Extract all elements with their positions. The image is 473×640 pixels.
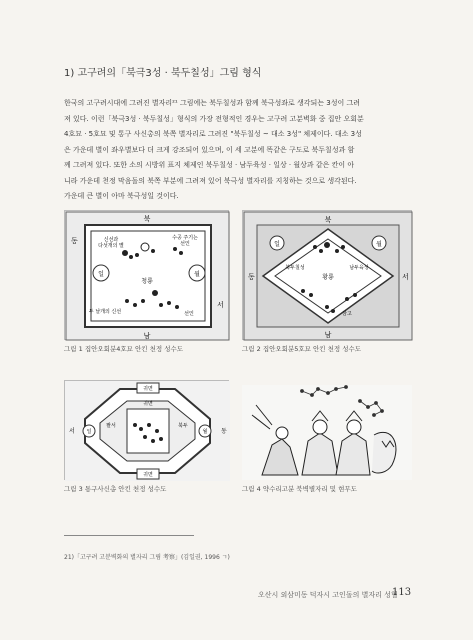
- section-title: 1) 고구려의「북극3성 · 북두칠성」그림 형식: [64, 68, 262, 79]
- bottom-label: 귀면: [143, 472, 153, 478]
- fig1-name: 선인: [180, 241, 190, 247]
- fig1-name: 두 날개의 신선: [88, 309, 122, 315]
- compass-south: 남: [143, 332, 151, 340]
- compass-north: 북: [324, 216, 332, 224]
- figure-3-diagram: [65, 381, 230, 481]
- compass-west: 서: [69, 428, 75, 435]
- compass-east: 동: [221, 428, 227, 435]
- sun-label: 일: [274, 241, 280, 248]
- figure-2-diagram: [243, 211, 413, 341]
- fig1-name: 신선과: [103, 237, 119, 243]
- figure-3-caption: 그림 3 통구사신총 안킨 천정 성수도: [64, 485, 167, 493]
- paragraph-line: 4호묘 · 5호묘 및 통구 사신총의 북쪽 별자리로 그려진 "북두칠성 ~ 대소 3성" 체제이다. 대소 3성: [64, 130, 362, 138]
- paragraph-line: 져 있다. 이런「북극3성 · 북두칠성」형식의 가장 전형적인 경우는 고구려 고분벽화 중 집안 오회분: [64, 114, 364, 123]
- figure-3-star-chart: [64, 380, 229, 480]
- running-title: 오산시 외삼미동 덕자시 고인돌의 별자리 성혈: [258, 591, 398, 599]
- page-number: 113: [392, 587, 412, 598]
- footnote: 21)「고구려 고분벽화의 별자리 그림 考察」(김일권, 1996 ㄱ): [64, 554, 230, 561]
- paragraph-line: 가운데 큰 별이 아마 북극성일 것이다.: [64, 192, 179, 200]
- fig2-name: 남두육성: [349, 265, 369, 271]
- moon-label: 월: [194, 271, 200, 278]
- figure-4-mural: [242, 385, 412, 480]
- compass-north: 북: [143, 215, 151, 223]
- paragraph-line: 니라 가운데 천정 막음돌의 북쪽 부분에 그려져 있어 북극성 별자리를 지칭하는 것으로 생각된다.: [64, 176, 357, 185]
- figure-1-diagram: [65, 211, 230, 341]
- footnote-divider: [64, 535, 194, 536]
- compass-west: 서: [217, 301, 224, 309]
- figure-1-caption: 그림 1 집안오회분4호묘 안킨 천정 성수도: [64, 345, 184, 353]
- center-label: 황룡: [322, 274, 334, 281]
- sun-label: 일: [86, 429, 92, 435]
- sun-label: 일: [98, 271, 104, 278]
- compass-west: 서: [402, 273, 409, 281]
- fig2-name: 북두칠성: [285, 265, 305, 271]
- top-label: 귀면: [143, 386, 153, 392]
- figure-2-caption: 그림 2 집안오회분5호묘 안킨 천정 성수도: [242, 345, 362, 353]
- moon-label: 월: [376, 241, 382, 248]
- fig1-name: 수공 주기는: [172, 235, 198, 241]
- fig1-name: 다섯개의 별: [98, 243, 124, 249]
- figure-4-caption: 그림 4 약수리고분 북벽별자리 및 현무도: [242, 485, 357, 493]
- compass-east: 동: [71, 237, 78, 245]
- moon-label: 월: [202, 429, 208, 435]
- fig2-name: 삼고: [342, 311, 352, 317]
- paragraph-line: 은 가운데 별이 좌우별보다 더 크게 강조되어 있으며, 이 세 고분에 똑같은 구도로 북두칠성과 함: [64, 145, 355, 154]
- figure-4-drawing: [242, 385, 412, 480]
- compass-east: 동: [248, 273, 255, 281]
- body-paragraph: [64, 96, 409, 205]
- figure-2-star-chart: [242, 210, 412, 340]
- center-label: 청룡: [141, 278, 153, 285]
- fig3-name: 팔서: [106, 423, 116, 429]
- compass-south: 남: [324, 331, 332, 339]
- figure-1-star-chart: [64, 210, 229, 340]
- paragraph-line: 한국의 고구려시대에 그려진 별자리²¹ 그림에는 북두칠성과 함께 북극성좌로 생각되는 3성이 그려: [64, 99, 361, 107]
- paragraph-line: 께 그려져 있다. 또한 소의 시방위 표지 체제인 북두칠성 · 남두육성 · 일상 · 월상과 같은 칸이 아: [64, 161, 355, 169]
- fig1-name: 선인: [184, 311, 194, 317]
- fig3-name: 귀면: [143, 401, 153, 407]
- fig3-name: 북두: [178, 423, 188, 429]
